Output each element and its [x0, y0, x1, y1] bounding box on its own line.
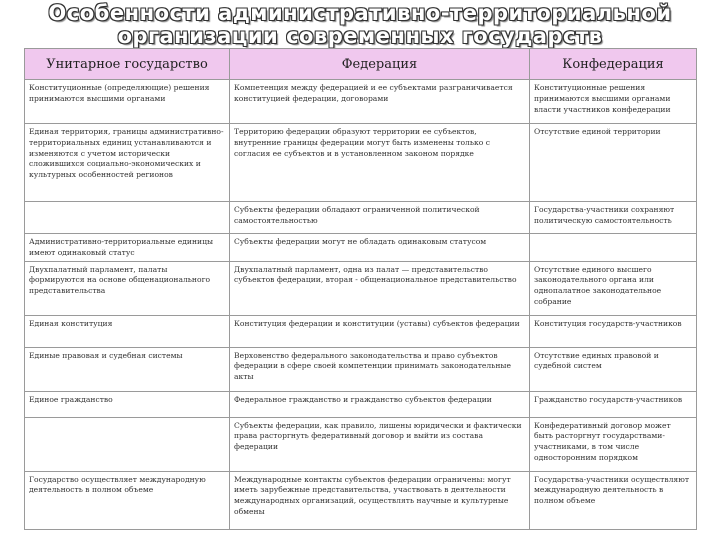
cell-federation: Субъекты федерации обладают ограниченной политической самостоятельностью — [230, 202, 530, 234]
table-row — [25, 347, 697, 391]
cell-unitary — [25, 417, 230, 471]
header-row — [25, 49, 697, 80]
cell-unitary: Единая конституция — [25, 315, 230, 347]
table-row — [25, 391, 697, 417]
cell-unitary: Двухпалатный парламент, палаты формируются на основе общенационального представительства — [25, 261, 230, 315]
cell-confederation: Государства-участники сохраняют политическую самостоятельность — [530, 202, 697, 234]
cell-federation: Субъекты федерации, как правило, лишены юридически и фактически права расторгнуть федеративный договор и выйти из состава федерации — [230, 417, 530, 471]
cell-confederation: Конфедеративный договор может быть расторгнут государствами-участниками, в том числе односторонним порядком — [530, 417, 697, 471]
header-confederation: Конфедерация — [530, 49, 697, 80]
table-row — [25, 471, 697, 529]
cell-confederation: Конституция государств-участников — [530, 315, 697, 347]
title-line-1: Особенности административно-территориальной — [48, 1, 672, 25]
cell-federation: Двухпалатный парламент, одна из палат — представительство субъектов федерации, вторая - общенациональное представительство — [230, 261, 530, 315]
header-federation: Федерация — [230, 49, 530, 80]
title-line-2: организации современных государств — [117, 24, 603, 48]
cell-unitary: Единое гражданство — [25, 391, 230, 417]
cell-unitary — [25, 202, 230, 234]
table-row — [25, 315, 697, 347]
cell-confederation — [530, 234, 697, 262]
cell-confederation: Государства-участники осуществляют международную деятельность в полном объеме — [530, 471, 697, 529]
page-title — [0, 2, 720, 48]
cell-confederation: Отсутствие единой территории — [530, 124, 697, 202]
cell-federation: Субъекты федерации могут не обладать одинаковым статусом — [230, 234, 530, 262]
header-unitary: Унитарное государство — [25, 49, 230, 80]
cell-confederation: Гражданство государств-участников — [530, 391, 697, 417]
cell-unitary: Государство осуществляет международную деятельность в полном объеме — [25, 471, 230, 529]
table-row — [25, 261, 697, 315]
cell-confederation: Отсутствие единого высшего законодательного органа или однопалатное законодательное собрание — [530, 261, 697, 315]
cell-unitary: Единая территория, границы административно-территориальных единиц устанавливаются и изменяются с учетом исторически сложившихся социально-экономических и культурных особенностей регионов — [25, 124, 230, 202]
cell-unitary: Конституционные (определяющие) решения принимаются высшими органами — [25, 80, 230, 124]
cell-federation: Международные контакты субъектов федерации ограничены: могут иметь зарубежные представительства, участвовать в деятельности международных организаций, осуществлять научные и культурные обмены — [230, 471, 530, 529]
cell-federation: Компетенция между федерацией и ее субъектами разграничивается конституцией федерации, договорами — [230, 80, 530, 124]
table-row — [25, 80, 697, 124]
table-row — [25, 417, 697, 471]
table-row — [25, 234, 697, 262]
table-row — [25, 202, 697, 234]
cell-federation: Верховенство федерального законодательства и право субъектов федерации в сфере своей компетенции принимать законодательные акты — [230, 347, 530, 391]
cell-unitary: Административно-территориальные единицы имеют одинаковый статус — [25, 234, 230, 262]
cell-federation: Федеральное гражданство и гражданство субъектов федерации — [230, 391, 530, 417]
comparison-table — [24, 48, 697, 530]
cell-unitary: Единые правовая и судебная системы — [25, 347, 230, 391]
cell-federation: Конституция федерации и конституции (уставы) субъектов федерации — [230, 315, 530, 347]
cell-confederation: Отсутствие единых правовой и судебной систем — [530, 347, 697, 391]
cell-federation: Территорию федерации образуют территории ее субъектов, внутренние границы федерации могут быть изменены только с согласия ее субъектов и в установленном законом порядке — [230, 124, 530, 202]
cell-confederation: Конституционные решения принимаются высшими органами власти участников конфедерации — [530, 80, 697, 124]
table-row — [25, 124, 697, 202]
